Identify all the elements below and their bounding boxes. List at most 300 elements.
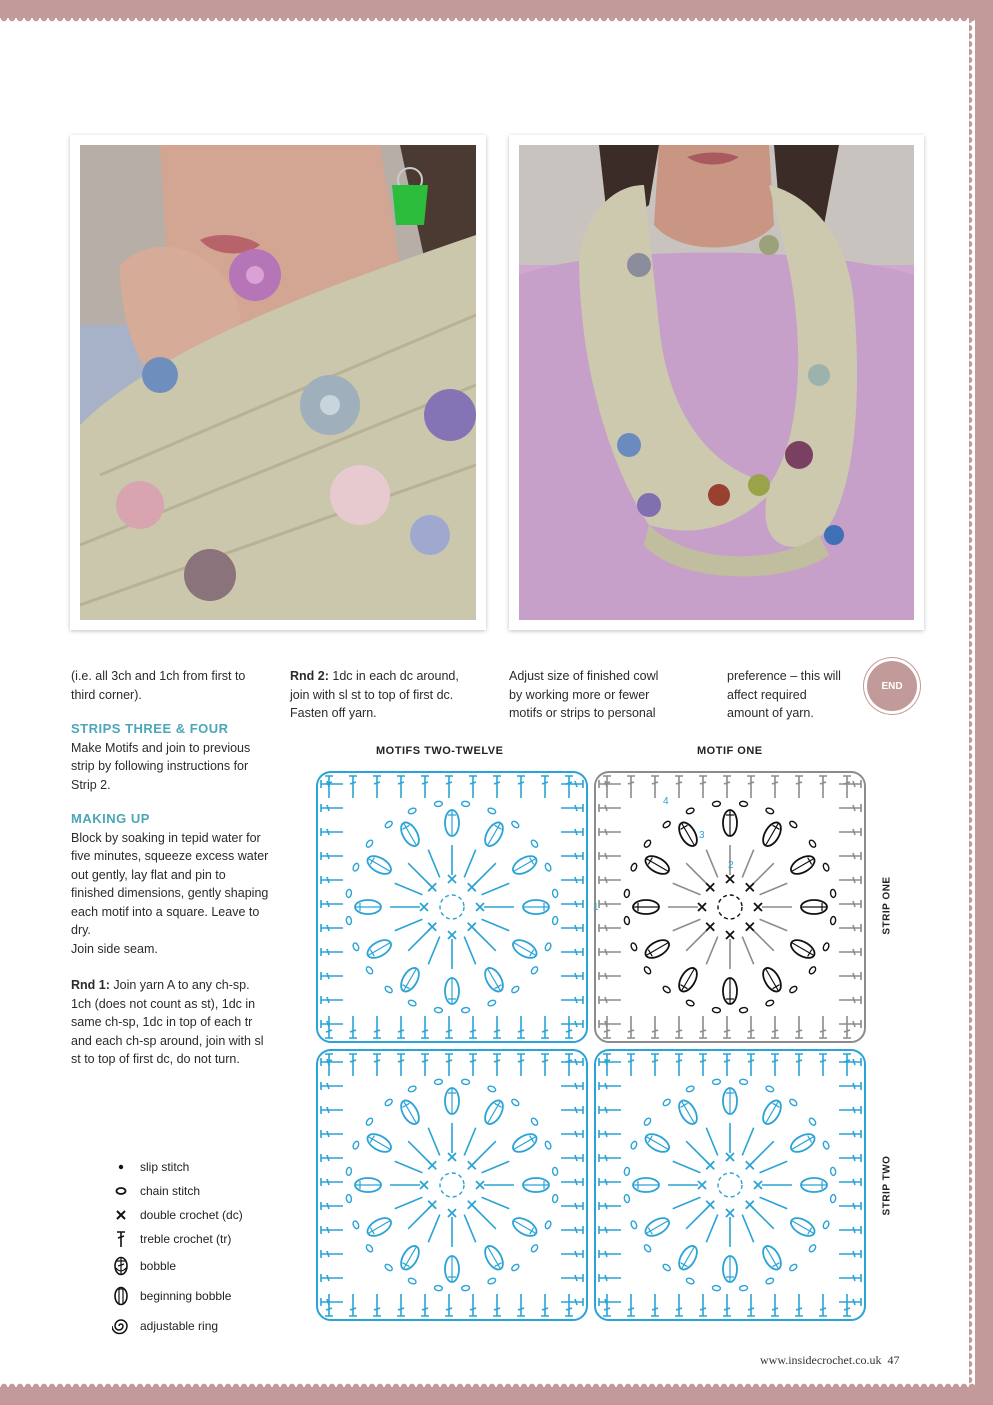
treble-mark [321,852,343,860]
bobble-mark [397,965,422,995]
chain-mark [530,1244,539,1253]
treble-mark [723,1016,731,1038]
chain-mark [630,863,638,872]
treble-mark [839,1058,861,1066]
treble-mark [819,1294,827,1316]
treble-mark [561,1058,583,1066]
treble-mark [321,804,343,812]
chain-mark [434,1007,443,1013]
chain-mark [346,1194,352,1203]
chain-mark [624,1194,630,1203]
treble-mark [397,1016,405,1038]
chain-mark [352,1141,360,1150]
treble-mark [408,1208,429,1229]
treble-mark [517,1054,525,1076]
treble-mark [445,1054,453,1076]
chain-mark [686,1085,695,1093]
treble-mark [747,1016,755,1038]
chain-mark [630,1220,638,1229]
text-column-1 [71,667,271,1069]
chain-mark [624,1167,630,1176]
bobble-mark [642,1130,672,1155]
treble-mark [321,900,343,908]
col4-text: preference – this will affect required amount of yarn. [727,669,841,720]
chain-mark [822,1141,830,1150]
chain-mark [365,1117,374,1126]
dc-mark [468,1161,476,1169]
treble-mark [321,780,343,788]
treble-mark [565,776,573,798]
treble-mark [561,1106,583,1114]
bobble-mark [788,1130,818,1155]
treble-mark [469,1016,477,1038]
dc-mark [476,903,484,911]
treble-mark [561,1250,583,1258]
treble-mark [819,1016,827,1038]
treble-mark [561,876,583,884]
chain-mark [739,1285,748,1291]
dc-mark [448,1153,456,1161]
making-up-body: Block by soaking in tepid water for five minutes, squeeze excess water out gently, lay flat and pin to finished dimensions, gently shaping each motif into a square. Leave to dry. [71,830,269,937]
stitch-legend [110,1155,243,1341]
chain-mark [384,1098,393,1107]
bobble-mark [633,1178,659,1192]
treble-mark [675,1294,683,1316]
bobble-mark [642,1214,672,1239]
chain-mark [511,820,520,829]
dc-mark [698,903,706,911]
bobble-mark [675,965,700,995]
dc-mark [476,1181,484,1189]
treble-mark [839,780,861,788]
treble-mark [493,1054,501,1076]
bobble-mark [445,1256,459,1282]
page-border-right [975,0,993,1405]
rnd2-paragraph [290,667,480,723]
treble-mark [395,1197,423,1208]
motif-motif-one [595,772,865,1042]
treble-mark [464,850,475,878]
treble-mark [445,1294,453,1316]
treble-mark [819,1054,827,1076]
chain-mark [487,1085,496,1093]
chain-mark [765,999,774,1007]
dc-mark [428,1161,436,1169]
page-border-top [0,0,993,18]
treble-mark [541,776,549,798]
treble-mark [753,1208,774,1229]
treble-mark [321,1082,343,1090]
col1-intro: (i.e. all 3ch and 1ch from first to third corner). [71,669,246,702]
chain-mark [712,1079,721,1085]
join-seam: Join side seam. [71,941,158,956]
treble-mark [839,1082,861,1090]
treble-mark [321,1020,343,1028]
chain-mark [624,889,630,898]
treble-mark [706,1215,717,1243]
treble-mark [475,1208,496,1229]
treble-mark [565,1016,573,1038]
adjustable-ring-icon [110,1317,132,1335]
treble-mark [673,883,701,894]
dc-mark [448,1209,456,1217]
chain-mark [487,807,496,815]
treble-mark [839,876,861,884]
treble-mark [651,776,659,798]
chain-mark [643,839,652,848]
treble-mark [795,1054,803,1076]
chain-mark [712,801,721,807]
bobble-mark [788,852,818,877]
bobble-mark [355,1178,381,1192]
bobble-mark [364,1130,394,1155]
treble-mark [464,937,475,965]
ring-mark [440,1173,464,1197]
treble-mark [408,863,429,884]
treble-mark [561,972,583,980]
dc-mark [706,1161,714,1169]
text-column-3 [509,667,674,723]
bobble-mark [445,1088,459,1114]
chain-mark [686,999,695,1007]
treble-mark [686,1141,707,1162]
treble-mark [839,996,861,1004]
slip-stitch-icon [110,1162,132,1172]
treble-mark [599,828,621,836]
treble-mark [686,1208,707,1229]
treble-mark [675,776,683,798]
treble-mark [819,776,827,798]
chain-mark [408,999,417,1007]
treble-mark [599,852,621,860]
bobble-mark [759,965,784,995]
treble-mark [675,1054,683,1076]
dc-mark [746,1161,754,1169]
rnd1-body: Join yarn A to any ch-sp. 1ch (does not count as st), 1dc in same ch-sp, 1dc in top of each tr and each ch-sp around, join with sl st to top of first dc, do not turn. [71,978,264,1066]
treble-mark [599,804,621,812]
bobble-mark [723,1088,737,1114]
full-photo-illustration [519,145,914,620]
dc-mark [468,1201,476,1209]
treble-mark [395,919,423,930]
chain-mark [739,801,748,807]
treble-mark [475,930,496,951]
chain-mark [461,1079,470,1085]
treble-mark [349,776,357,798]
treble-mark [599,1020,621,1028]
bobble-mark [445,978,459,1004]
treble-mark [349,1054,357,1076]
treble-mark [651,1054,659,1076]
chain-mark [662,985,671,994]
treble-mark [561,1154,583,1162]
chain-mark [530,1117,539,1126]
treble-mark [839,828,861,836]
treble-mark [753,930,774,951]
double-crochet-icon [110,1209,132,1221]
treble-mark [599,1298,621,1306]
chain-mark [765,1085,774,1093]
round-number: 1 [593,902,599,913]
bobble-mark [759,1097,784,1127]
treble-mark [321,1130,343,1138]
treble-mark [541,1016,549,1038]
chain-mark [461,1007,470,1013]
chain-mark [544,1220,552,1229]
treble-mark [482,1161,510,1172]
treble-mark [464,1128,475,1156]
bobble-mark [675,1097,700,1127]
chain-mark [765,807,774,815]
treble-mark [599,1202,621,1210]
treble-mark [742,937,753,965]
treble-mark [742,1215,753,1243]
dc-mark [448,875,456,883]
treble-mark [627,1294,635,1316]
treble-mark [742,850,753,878]
strip-one-label: STRIP ONE [881,876,893,935]
treble-mark [599,996,621,1004]
chain-mark [789,985,798,994]
treble-mark [723,776,731,798]
chart-label-motifs-two-twelve: MOTIFS TWO-TWELVE [376,745,504,757]
treble-mark [760,1161,788,1172]
treble-mark [627,1016,635,1038]
legend-row [110,1311,243,1341]
treble-mark [599,948,621,956]
treble-mark [839,1020,861,1028]
treble-mark [428,1215,439,1243]
dc-mark [754,903,762,911]
bobble-mark [510,936,540,961]
dc-mark [746,1201,754,1209]
chain-mark [643,1244,652,1253]
treble-mark [561,1298,583,1306]
treble-mark [747,776,755,798]
treble-mark [541,1054,549,1076]
treble-mark [599,876,621,884]
dc-mark [726,931,734,939]
legend-row [110,1155,243,1179]
chain-mark [712,1007,721,1013]
rnd1-paragraph [71,976,271,1069]
motif-bottom-right [595,1050,865,1320]
chain-mark [461,801,470,807]
round-number: 4 [663,796,669,807]
dc-mark [420,1181,428,1189]
treble-mark [561,948,583,956]
chain-mark [830,1194,836,1203]
bobble-mark [481,1097,506,1127]
chain-mark [789,820,798,829]
legend-row [110,1251,243,1281]
treble-mark [843,776,851,798]
treble-mark [493,776,501,798]
chain-mark [544,942,552,951]
treble-mark [599,1058,621,1066]
treble-mark [373,1054,381,1076]
strip-two-label: STRIP TWO [881,1155,893,1216]
legend-row [110,1203,243,1227]
chain-mark [830,1167,836,1176]
treble-mark [421,1016,429,1038]
treble-mark [599,1130,621,1138]
bobble-mark [364,1214,394,1239]
chain-mark [830,889,836,898]
chain-mark [346,889,352,898]
treble-mark [686,930,707,951]
chain-mark [346,916,352,925]
chain-mark [712,1285,721,1291]
treble-mark [795,1294,803,1316]
treble-mark [565,1054,573,1076]
treble-mark [651,1016,659,1038]
bobble-mark [675,819,700,849]
chain-mark [384,820,393,829]
chain-mark [630,1141,638,1150]
chain-mark [643,966,652,975]
treble-mark [469,1294,477,1316]
treble-mark [561,900,583,908]
chain-mark [434,1079,443,1085]
chain-mark [808,1117,817,1126]
round-number: 2 [728,860,734,871]
page-footer [760,1353,900,1368]
bobble-mark [759,1243,784,1273]
treble-mark [517,1294,525,1316]
treble-mark [349,1016,357,1038]
page-border-bottom [0,1387,993,1405]
chain-mark [830,916,836,925]
motif-top-left [317,772,587,1042]
bobble-mark [788,1214,818,1239]
dc-mark [698,1181,706,1189]
chain-mark [808,839,817,848]
treble-mark [395,883,423,894]
page-number: 47 [887,1353,900,1367]
text-column-2 [290,667,480,723]
bobble-mark [510,1214,540,1239]
dc-mark [746,883,754,891]
treble-mark [321,1250,343,1258]
bobble-icon [110,1256,132,1276]
chain-mark [461,1285,470,1291]
treble-mark [421,776,429,798]
treble-mark [541,1294,549,1316]
treble-mark [795,776,803,798]
chain-mark [739,1079,748,1085]
treble-mark [321,1226,343,1234]
closeup-photo-illustration [80,145,476,620]
treble-mark [673,1161,701,1172]
treble-mark [428,937,439,965]
strips-heading: STRIPS THREE & FOUR [71,721,229,736]
bobble-mark [642,852,672,877]
treble-mark [699,776,707,798]
treble-mark [599,1154,621,1162]
treble-mark [839,1274,861,1282]
bobble-mark [801,900,827,914]
bobble-mark [364,852,394,877]
dc-mark [754,1181,762,1189]
dc-mark [706,883,714,891]
chain-mark [346,1167,352,1176]
treble-mark [561,924,583,932]
treble-mark [321,1106,343,1114]
dc-mark [706,923,714,931]
legend-row [110,1227,243,1251]
chain-mark [365,839,374,848]
treble-mark [839,924,861,932]
treble-mark [408,930,429,951]
treble-mark [760,1197,788,1208]
treble-mark [561,1202,583,1210]
treble-mark [475,1141,496,1162]
treble-mark [771,1054,779,1076]
text-column-4 [727,667,847,723]
bobble-mark [523,900,549,914]
chain-mark [822,863,830,872]
treble-mark [627,776,635,798]
chain-mark [511,1263,520,1272]
treble-mark [675,1016,683,1038]
treble-mark [493,1016,501,1038]
ring-mark [718,895,742,919]
dc-mark [420,903,428,911]
treble-mark [699,1294,707,1316]
rnd1-label: Rnd 1: [71,978,110,992]
treble-mark [839,804,861,812]
treble-mark [321,924,343,932]
bobble-mark [801,1178,827,1192]
bobble-mark [642,936,672,961]
dc-mark [706,1201,714,1209]
legend-row [110,1179,243,1203]
treble-mark [561,1130,583,1138]
chain-mark [487,999,496,1007]
dc-mark [428,923,436,931]
treble-mark [321,1202,343,1210]
treble-mark [469,1054,477,1076]
treble-mark [561,996,583,1004]
treble-mark [747,1054,755,1076]
chain-mark [552,1167,558,1176]
treble-mark [561,1082,583,1090]
legend-label: beginning bobble [140,1289,232,1303]
treble-mark [599,1274,621,1282]
treble-mark [795,1016,803,1038]
treble-mark [321,876,343,884]
bobble-mark [481,1243,506,1273]
treble-mark [482,1197,510,1208]
treble-mark [599,1082,621,1090]
chain-mark [789,1263,798,1272]
round-number: 3 [699,830,705,841]
bobble-mark [364,936,394,961]
treble-mark [561,852,583,860]
treble-mark [742,1128,753,1156]
chain-mark [365,1244,374,1253]
treble-mark [469,776,477,798]
treble-mark [397,1294,405,1316]
chain-mark [630,942,638,951]
chain-mark [530,839,539,848]
legend-label: adjustable ring [140,1319,219,1333]
dc-mark [468,923,476,931]
legend-label: double crochet (dc) [140,1208,243,1222]
legend-row [110,1281,243,1311]
treble-mark [408,1141,429,1162]
